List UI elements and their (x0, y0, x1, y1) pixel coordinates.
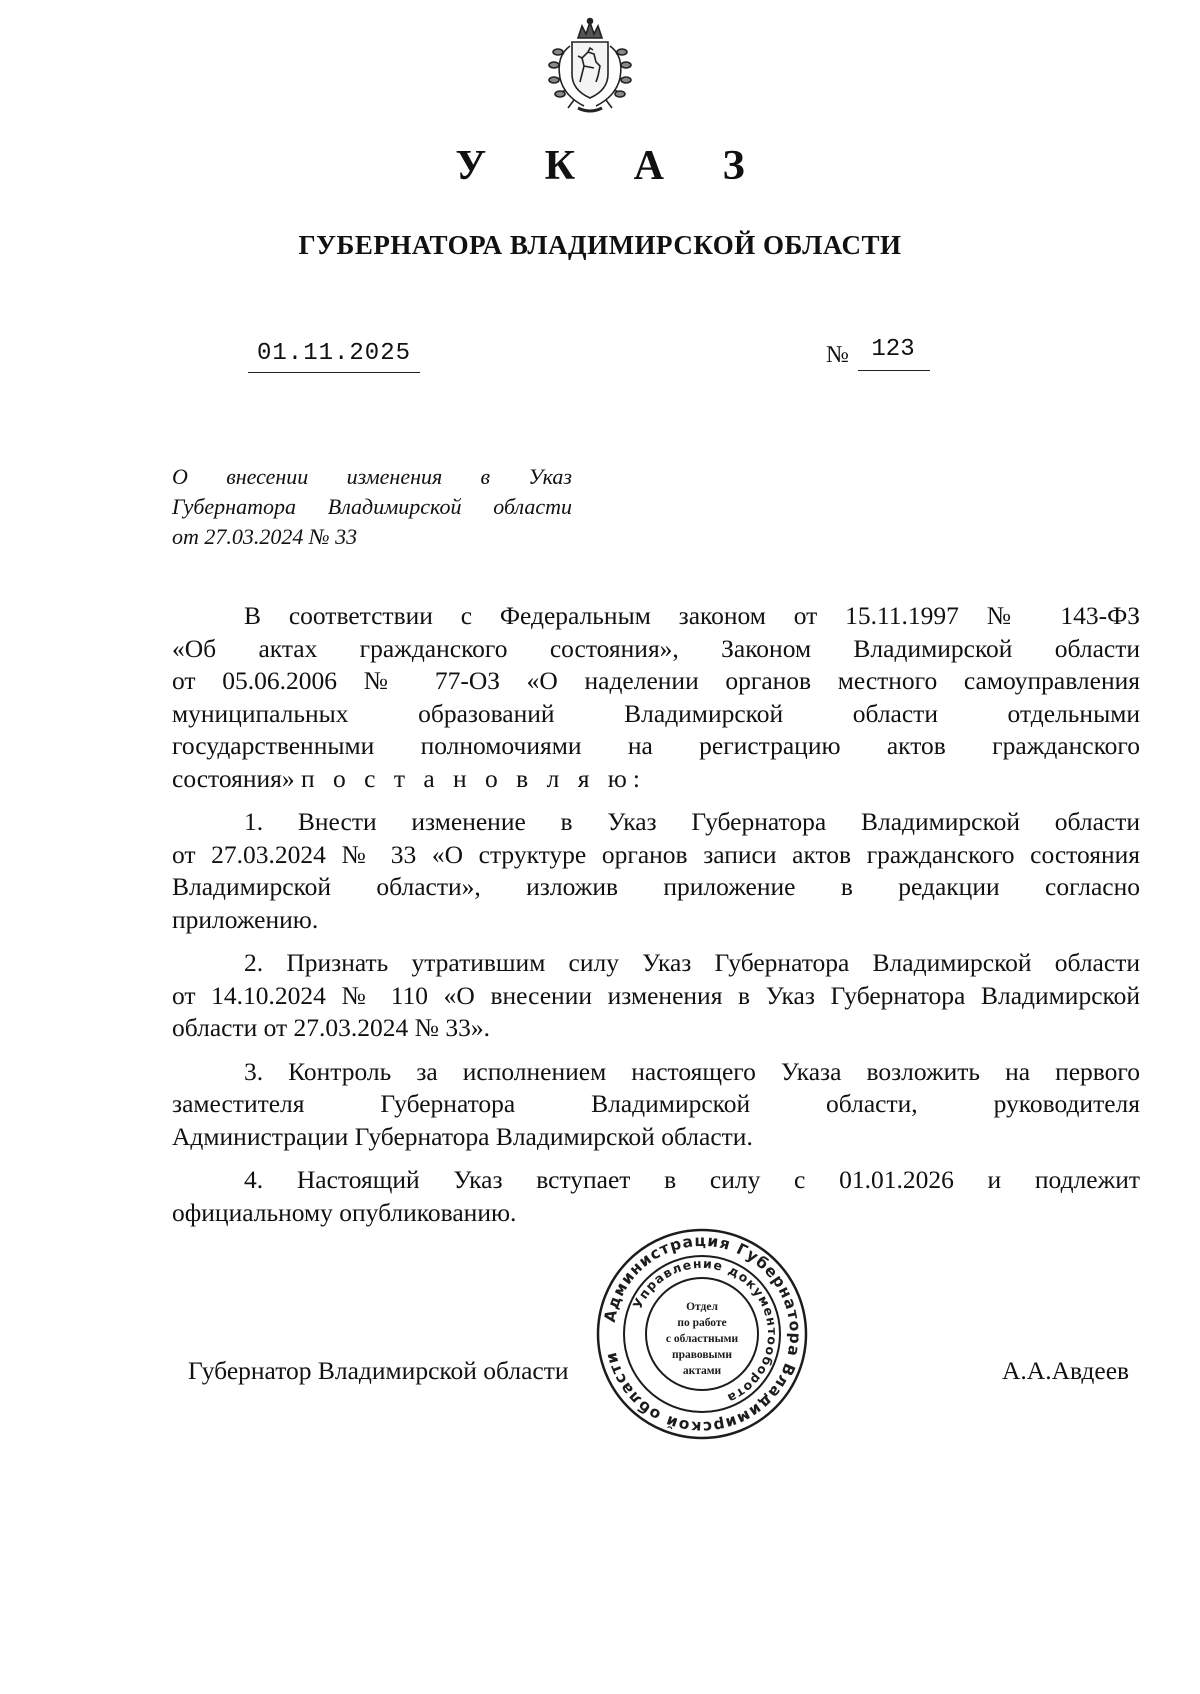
text-line: 1. Внести изменение в Указ Губернатора Владимирской области (244, 807, 1140, 836)
document-number: 123 (871, 336, 915, 363)
item-paragraph (172, 1056, 1140, 1154)
text-line: В соответствии с Федеральным законом от 15.11.1997 № 143-ФЗ (244, 601, 1140, 630)
text-line: государственными полномочиями на регистрацию актов гражданского (172, 731, 1140, 760)
subject-line: О внесении изменения в Указ (172, 464, 572, 489)
text-line: муниципальных образований Владимирской области отдельными (172, 698, 1140, 728)
subject-line: Губернатора Владимирской области (172, 494, 572, 519)
item-paragraph (172, 947, 1140, 1045)
subject-line: от 27.03.2024 № 33 (172, 524, 358, 549)
text-line: области от 27.03.2024 № 33». (172, 1013, 491, 1042)
text-line: 2. Признать утратившим силу Указ Губернатора Владимирской области (244, 948, 1140, 977)
preamble-paragraph (172, 600, 1140, 795)
issuing-authority: ГУБЕРНАТОРА ВЛАДИМИРСКОЙ ОБЛАСТИ (298, 230, 902, 260)
stamp-outer-text: Администрация Губернатора Владимирской области (600, 1231, 805, 1437)
document-date: 01.11.2025 (256, 340, 412, 367)
text-line: приложению. (172, 904, 319, 934)
stamp-center-line: по работе (677, 1317, 727, 1329)
item-paragraph (172, 806, 1140, 936)
document-title: У К А З (455, 143, 769, 189)
coat-of-arms-icon (538, 16, 642, 118)
text-line: Владимирской области», изложив приложение в редакции согласно (172, 872, 1140, 901)
text-line: Администрации Губернатора Владимирской области. (172, 1121, 753, 1151)
number-sign: № (826, 342, 849, 368)
stamp-center-line: актами (682, 1365, 722, 1377)
stamp-inner-text: Управление документооборота (629, 1255, 781, 1407)
stamp-center-line: Отдел (686, 1301, 718, 1313)
text-fragment: состояния» (172, 763, 295, 793)
date-underline (248, 372, 420, 373)
stamp-center-line: правовыми (671, 1349, 733, 1361)
text-line: 4. Настоящий Указ вступает в силу с 01.01.2026 и подлежит (244, 1165, 1140, 1194)
text-line: 3. Контроль за исполнением настоящего Указа возложить на первого (244, 1056, 1140, 1086)
text-line: официальному опубликованию. (172, 1197, 517, 1227)
text-line: от 14.10.2024 № 110 «О внесении изменения в Указ Губернатора Владимирской (172, 980, 1140, 1010)
text-line: «Об актах гражданского состояния», Законом Владимирской области (172, 633, 1140, 663)
text-line (172, 763, 1140, 796)
text-line: заместителя Губернатора Владимирской области, руководителя (172, 1089, 1140, 1118)
signatory-position: Губернатор Владимирской области (188, 1356, 569, 1385)
text-line: от 27.03.2024 № 33 «О структуре органов записи актов гражданского состояния (172, 839, 1140, 869)
item-paragraph (172, 1164, 1140, 1229)
number-underline (858, 370, 930, 371)
official-stamp (594, 1226, 810, 1442)
stamp-center-line: с областными (665, 1333, 739, 1345)
document-body (172, 600, 1140, 1240)
signatory-name: А.А.Авдеев (1002, 1356, 1130, 1385)
document-subject (172, 462, 572, 552)
decree-word: п о с т а н о в л я ю: (300, 763, 646, 793)
text-line: от 05.06.2006 № 77-ОЗ «О наделении органов местного самоуправления (172, 666, 1140, 695)
